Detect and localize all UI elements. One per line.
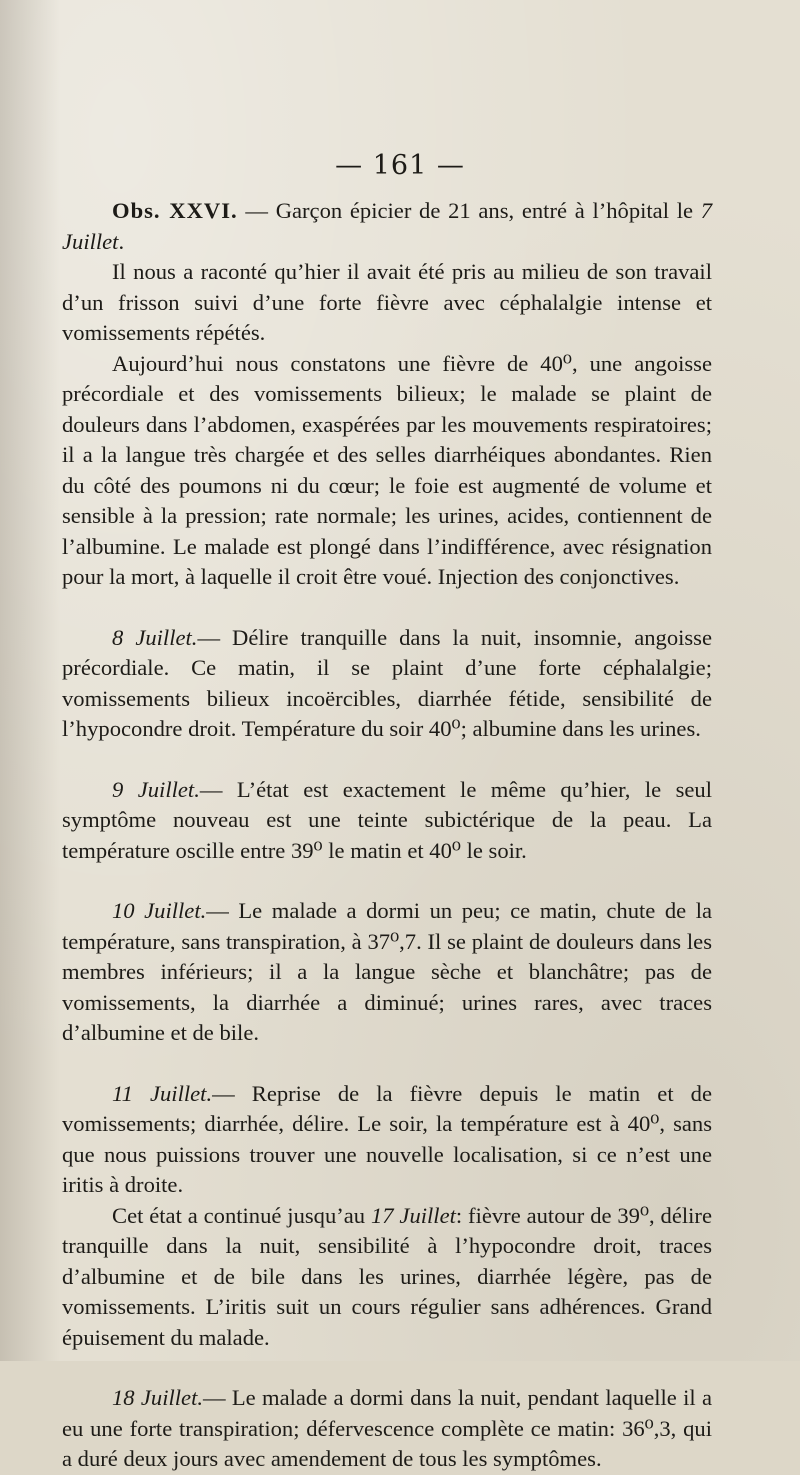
entry-text: — Délire tranquille dans la nuit, insomnie, angoisse précordiale. Ce matin, il se plaint d’une forte céphalalgie; vomissements bilieux incoërcibles, diarrhée fétide, sensibilité de l’hypocondre droit. Température du soir 40⁰; albumine dans les urines. — [62, 624, 713, 741]
page-number: — 161 — — [335, 150, 465, 181]
observation-header — [62, 196, 712, 257]
paragraph-examination: Aujourd’hui nous constatons une fièvre de 40⁰, une angoisse précordiale et des vomissements bilieux; le malade se plaint de douleurs dans l’abdomen, exaspérées par les mouvements respiratoires; il a la langue très chargée et des selles diarrhéiques abondantes. Rien du côté des poumons ni du cœur; le foie est augmenté de volume et sensible à la pression; rate normale; les urines, acides, contiennent de l’albumine. Le malade est plongé dans l’indifférence, avec résignation pour la mort, à laquelle il croit être voué. Injection des conjonctives. — [62, 350, 712, 589]
paragraph-history: Il nous a raconté qu’hier il avait été pris au milieu de son travail d’un frisson suivi d’une forte fièvre avec céphalalgie intense et vomissements répétés. — [62, 259, 712, 345]
entry-text: — Le malade a dormi un peu; ce matin, chute de la température, sans transpiration, à 37⁰,7. Il se plaint de douleurs dans les membres inférieurs; il a la langue sèche et blanchâtre; pas de vomissements, la diarrhée a diminué; urines rares, avec traces d’albumine et de bile. — [62, 898, 712, 1045]
page-body — [62, 196, 712, 1475]
entry-date: 10 Juillet. — [112, 898, 207, 923]
entry-10-juillet — [62, 896, 712, 1049]
entry-date: 18 Juillet. — [112, 1385, 203, 1410]
entry-date: 9 Juillet. — [112, 776, 200, 802]
entry-text: — L’état est exactement le même qu’hier, le seul symptôme nouveau est une teinte subictérique de la peau. La température oscille entre 39⁰ le matin et 40⁰ le soir. — [62, 776, 712, 863]
entry-text: — Reprise de la fièvre depuis le matin et de vomissements; diarrhée, délire. Le soir, la température est à 40⁰, sans que nous puissions trouver une nouvelle localisation, si ce n’est une iritis à droite. — [62, 1080, 712, 1197]
entry-text: : fièvre autour de 39⁰, délire tranquille dans la nuit, sensibilité à l’hypocondre droit, traces d’albumine et de bile dans les urines, diarrhée légère, pas de vomissements. L’iritis suit un cours régulier sans adhérences. Grand épuisement du malade. — [62, 1202, 712, 1350]
entry-17-juillet — [62, 1201, 712, 1354]
entry-text: Cet état a continué jusqu’au — [112, 1202, 371, 1228]
observation-label: Obs. XXVI. — [112, 198, 238, 223]
entry-8-juillet — [62, 623, 712, 745]
entry-9-juillet — [62, 775, 712, 867]
observation-intro: — Garçon épicier de 21 ans, entré à l’hôpital le — [237, 198, 701, 223]
entry-date: 8 Juillet. — [112, 624, 198, 650]
entry-18-juillet — [62, 1383, 712, 1475]
entry-date: 11 Juillet. — [112, 1080, 213, 1106]
entry-text: — Le malade a dormi dans la nuit, pendant laquelle il a eu une forte transpiration; défervescence complète ce matin: 36⁰,3, qui a duré deux jours avec amendement de tous les symptômes. — [62, 1385, 712, 1471]
entry-11-juillet — [62, 1079, 712, 1201]
observation-intro-end: . — [118, 228, 125, 254]
admission-date: 7 Juillet — [62, 198, 713, 254]
entry-date: 17 Juillet — [370, 1202, 456, 1228]
